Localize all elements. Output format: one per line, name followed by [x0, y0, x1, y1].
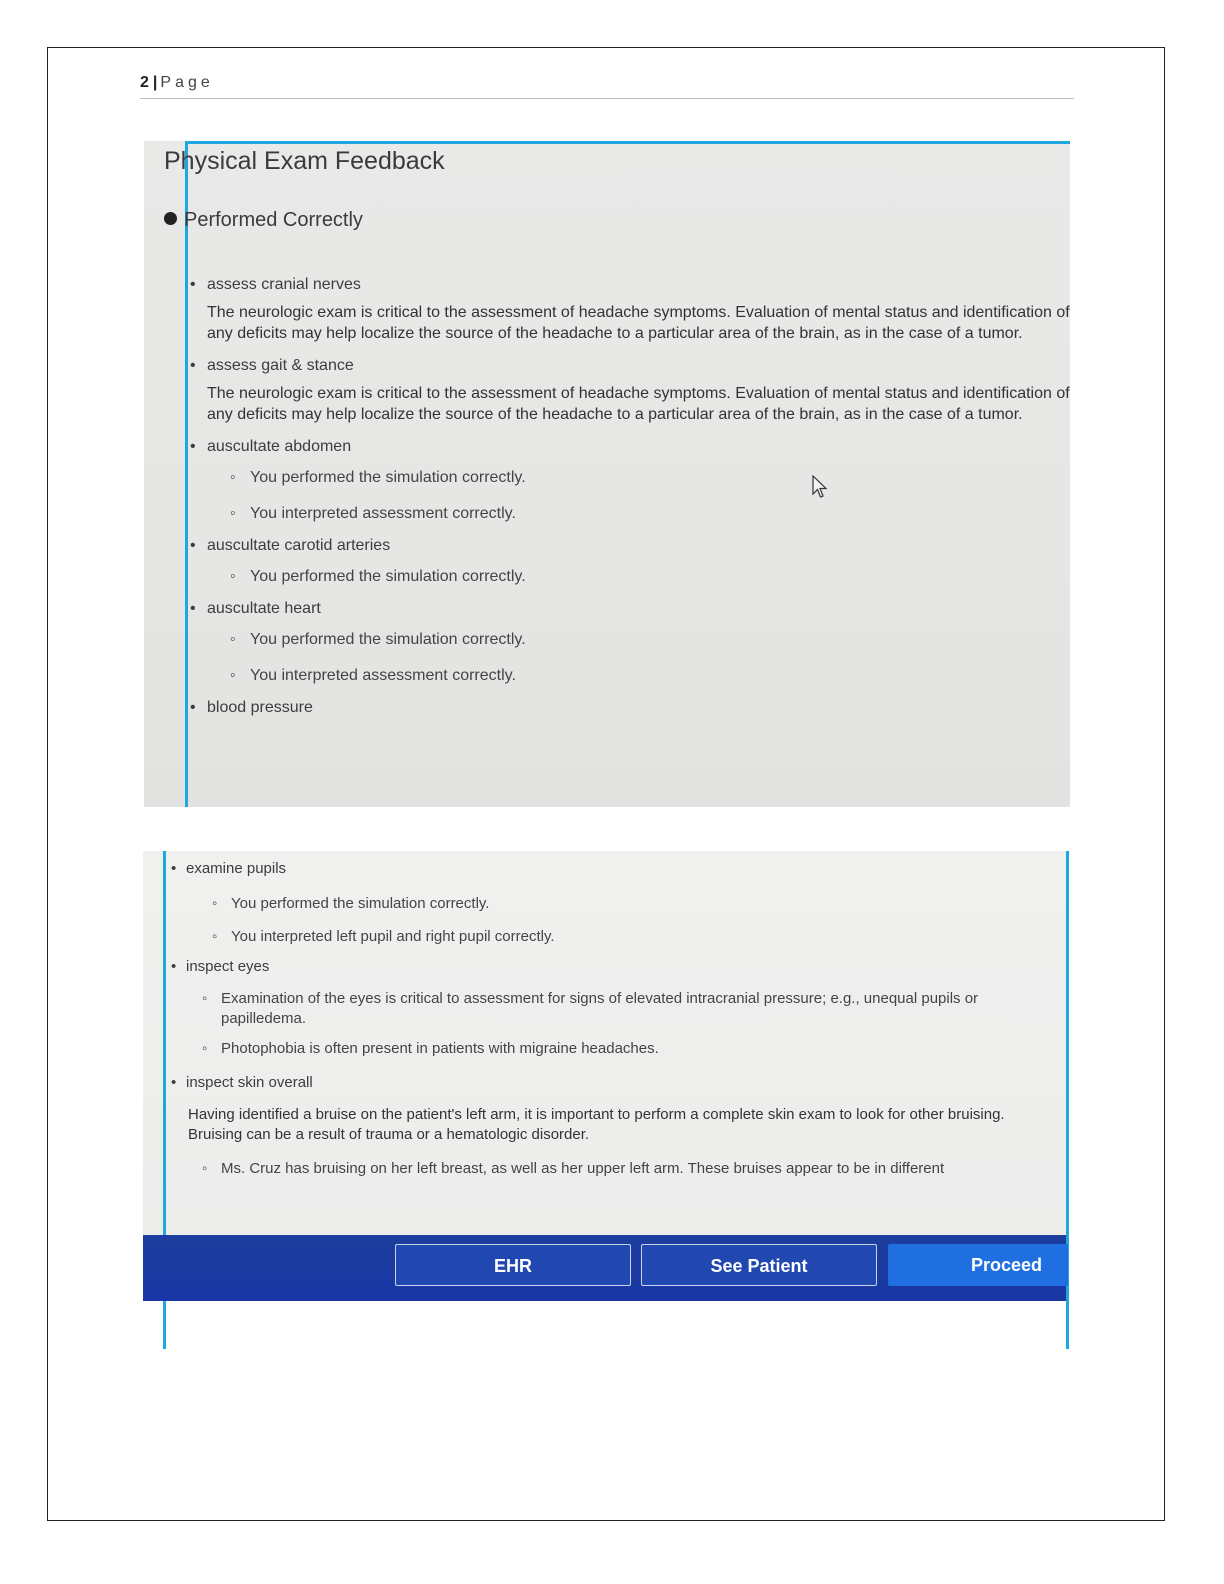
exam-item-label: • auscultate heart [188, 595, 1070, 622]
proceed-button[interactable]: Proceed [888, 1244, 1068, 1286]
exam-item-label: • examine pupils [166, 855, 1061, 887]
exam-item-label: • blood pressure [188, 694, 1070, 721]
exam-sub-item: ◦ You performed the simulation correctly. [188, 622, 1070, 658]
page-header [140, 74, 1074, 99]
exam-item-label: • assess cranial nerves [188, 271, 1070, 298]
ehr-button[interactable]: EHR [395, 1244, 631, 1286]
performed-correctly-heading [164, 209, 363, 232]
bullet-dot-icon [164, 212, 177, 225]
exam-sub-item: ◦ You interpreted left pupil and right pupil correctly. [166, 920, 1061, 953]
exam-item-text: The neurologic exam is critical to the assessment of headache symptoms. Evaluation of mental status and identification of any deficits may help localize the source of the headache to a particular area of the brain, as in the case of a tumor. [207, 304, 1070, 342]
exam-sub-item: ◦ You performed the simulation correctly. [166, 887, 1061, 920]
exam-item-label: • inspect eyes [166, 953, 1061, 985]
exam-sub-item: ◦ Ms. Cruz has bruising on her left breast, as well as her upper left arm. These bruises appear to be in different [166, 1159, 1061, 1179]
exam-item-label: • auscultate carotid arteries [188, 532, 1070, 559]
exam-list [188, 271, 1070, 721]
feedback-title: Physical Exam Feedback [164, 147, 445, 175]
exam-sub-item: ◦ You performed the simulation correctly. [188, 559, 1070, 595]
exam-list-continued [166, 855, 1061, 1189]
action-bar [143, 1235, 1066, 1301]
exam-sub-item: ◦ You performed the simulation correctly. [188, 460, 1070, 496]
screenshot-physical-exam-feedback [144, 141, 1070, 807]
exam-sub-item: ◦ You interpreted assessment correctly. [188, 658, 1070, 694]
see-patient-button[interactable]: See Patient [641, 1244, 877, 1286]
accent-line-top [186, 141, 1070, 144]
exam-item-text: The neurologic exam is critical to the assessment of headache symptoms. Evaluation of mental status and identification of any deficits may help localize the source of the headache to a particular area of the brain, as in the case of a tumor. [207, 385, 1070, 423]
performed-correctly-label: Performed Correctly [184, 209, 363, 231]
exam-item-label: • assess gait & stance [188, 352, 1070, 379]
mouse-cursor-icon [812, 475, 828, 499]
exam-sub-item: ◦ You interpreted assessment correctly. [188, 496, 1070, 532]
exam-continued-content [143, 851, 1069, 1235]
exam-sub-item: ◦ Examination of the eyes is critical to assessment for signs of elevated intracranial pressure; e.g., unequal pupils or papilledema. [166, 989, 1061, 1029]
screenshot-exam-continued [143, 851, 1069, 1349]
exam-item-text: Having identified a bruise on the patient's left arm, it is important to perform a complete skin exam to look for other bruising. Bruising can be a result of trauma or a hematologic disorder. [188, 1106, 1005, 1143]
exam-item-label: • inspect skin overall [166, 1069, 1061, 1101]
page-separator: | [152, 74, 158, 91]
exam-item-label: • auscultate abdomen [188, 433, 1070, 460]
page-number: 2 [140, 74, 149, 91]
page-word: Page [160, 74, 214, 91]
exam-sub-item: ◦ Photophobia is often present in patients with migraine headaches. [166, 1039, 1061, 1059]
